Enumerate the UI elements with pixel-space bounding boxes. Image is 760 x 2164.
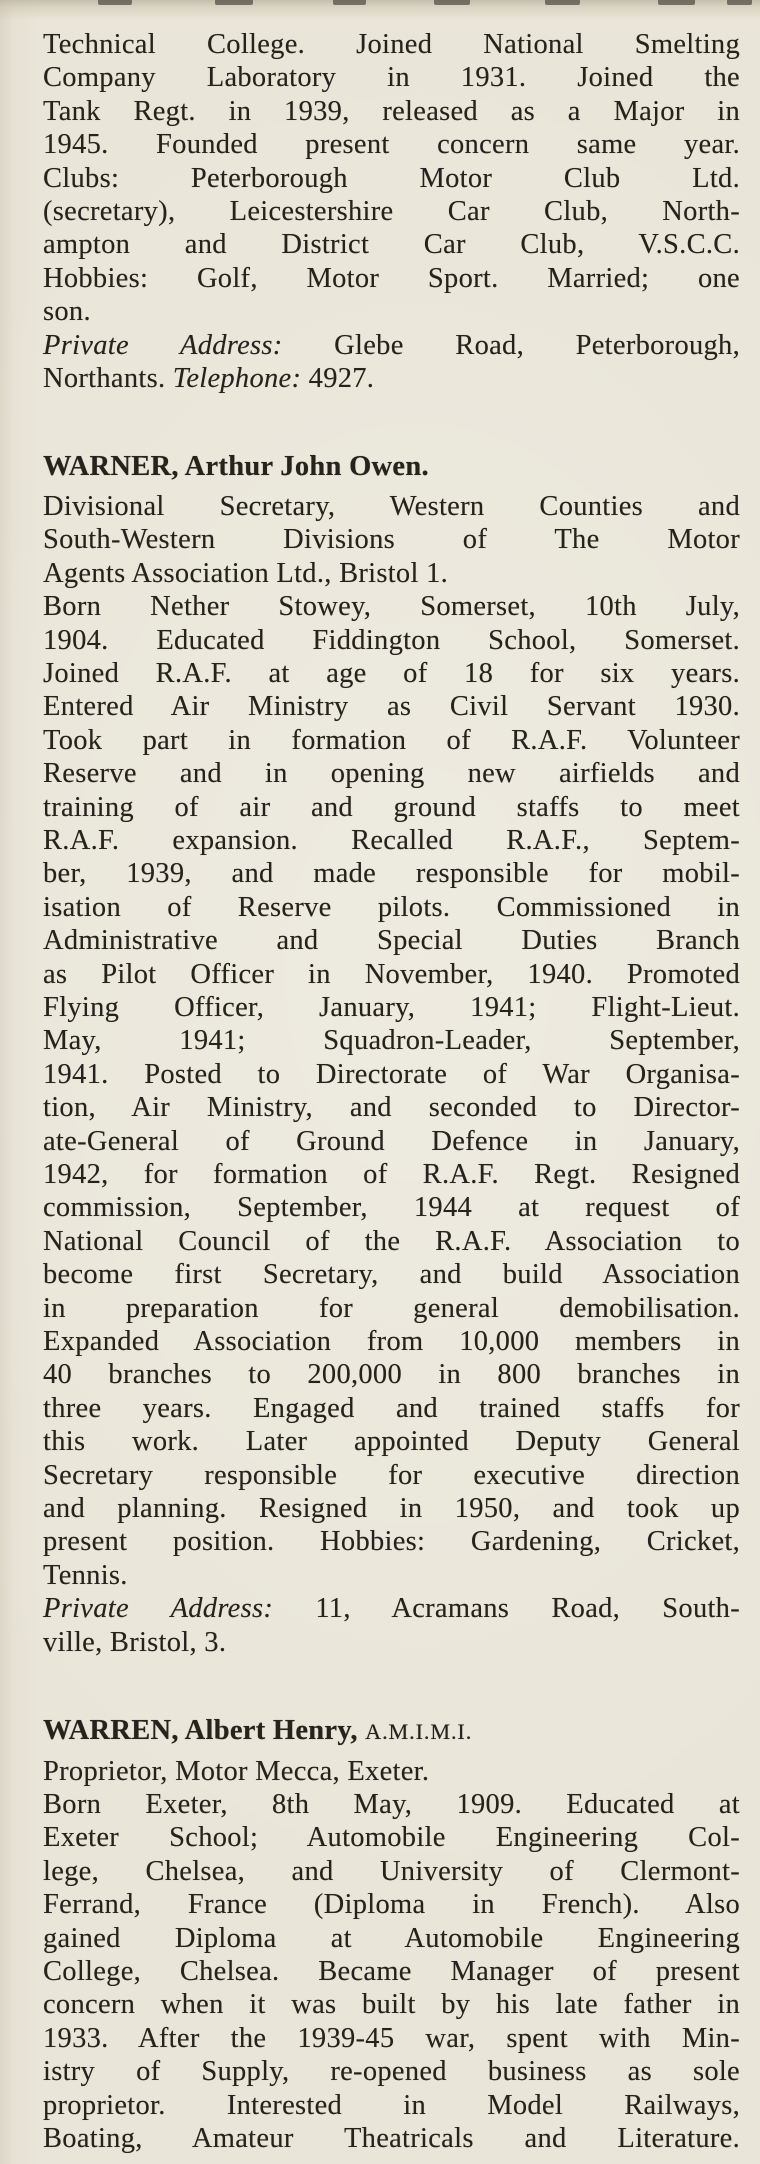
text-line [43, 95, 740, 128]
text-line [43, 1024, 740, 1057]
text-line [43, 958, 740, 991]
text-line [43, 824, 740, 857]
body-text: Entered Air Ministry as Civil Servant 1930. [43, 691, 740, 723]
text-line [43, 690, 740, 723]
body-text: ber, 1939, and made responsible for mobil- [43, 858, 740, 890]
text-line [43, 1091, 740, 1124]
text-line [43, 857, 740, 890]
body-text: Administrative and Special Duties Branch [43, 925, 740, 957]
text-line [43, 1714, 740, 1748]
body-text: 1941. Posted to Directorate of War Organisa- [43, 1058, 740, 1090]
body-text: Exeter School; Automobile Engineering Col- [43, 1822, 740, 1854]
body-text: 1945. Founded present concern same year. [43, 129, 740, 161]
body-text: National Council of the R.A.F. Association to [43, 1225, 740, 1257]
text-line [43, 891, 740, 924]
body-text: Agents Association Ltd., Bristol 1. [43, 557, 449, 589]
body-text: R.A.F. expansion. Recalled R.A.F., Septem- [43, 824, 740, 856]
text-line [43, 657, 740, 690]
body-text: commission, September, 1944 at request of [43, 1192, 740, 1224]
text-line [43, 924, 740, 957]
text-line [43, 1525, 740, 1558]
surname-bold-text: WARREN, Albert Henry, [43, 1715, 366, 1747]
body-text: ville, Bristol, 3. [43, 1626, 227, 1658]
body-text: tion, Air Ministry, and seconded to Director- [43, 1092, 740, 1124]
text-line [43, 991, 740, 1024]
text-line [43, 162, 740, 195]
text-line [43, 228, 740, 261]
text-line [43, 523, 740, 556]
body-text: Flying Officer, January, 1941; Flight-Lieut. [43, 991, 740, 1023]
body-text: ate-General of Ground Defence in January, [43, 1125, 740, 1157]
body-text: (secretary), Leicestershire Car Club, North- [43, 196, 740, 228]
entry-warner-position [43, 490, 740, 590]
body-text: 1933. After the 1939-45 war, spent with Min- [43, 2022, 740, 2054]
italic-label: Private Address: [43, 1593, 316, 1625]
body-text: this work. Later appointed Deputy General [43, 1426, 740, 1458]
body-text: Company Laboratory in 1931. Joined the [43, 62, 740, 94]
text-line [43, 329, 740, 362]
body-text: Joined R.A.F. at age of 18 for six years. [43, 657, 740, 689]
body-text: Took part in formation of R.A.F. Volunteer [43, 724, 740, 756]
body-text: Born Exeter, 8th May, 1909. Educated at [43, 1788, 740, 1820]
text-line [43, 1922, 740, 1955]
text-line [43, 1258, 740, 1291]
body-text: Proprietor, Motor Mecca, Exeter. [43, 1755, 430, 1787]
body-text: College, Chelsea. Became Manager of present [43, 1955, 740, 1987]
text-line [43, 1626, 740, 1659]
text-line [43, 362, 740, 395]
text-line [43, 1855, 740, 1888]
body-text: isation of Reserve pilots. Commissioned in [43, 891, 740, 923]
body-text: lege, Chelsea, and University of Clermont- [43, 1855, 740, 1887]
text-line [43, 2055, 740, 2088]
body-text: istry of Supply, re-opened business as sole [43, 2056, 740, 2088]
body-text: Born Nether Stowey, Somerset, 10th July, [43, 591, 740, 623]
text-line [43, 1592, 740, 1625]
body-text: Tank Regt. in 1939, released as a Major in [43, 95, 740, 127]
text-line [43, 2089, 740, 2122]
body-text: 1904. Educated Fiddington School, Somerset. [43, 624, 740, 656]
italic-label: Private Address: [43, 329, 335, 361]
text-line [43, 791, 740, 824]
body-text: and planning. Resigned in 1950, and took up [43, 1493, 740, 1525]
text-line [43, 28, 740, 61]
body-text: training of air and ground staffs to meet [43, 791, 740, 823]
text-line [43, 624, 740, 657]
body-text: concern when it was built by his late father in [43, 1989, 740, 2021]
entry-warren-position [43, 1755, 740, 1788]
text-line [43, 1325, 740, 1358]
body-text: 11, Acramans Road, South- [315, 1593, 740, 1625]
body-text: ampton and District Car Club, V.S.C.C. [43, 229, 740, 261]
text-line [43, 1425, 740, 1458]
text-line [43, 128, 740, 161]
body-text: Secretary responsible for executive direction [43, 1459, 740, 1491]
body-text: proprietor. Interested in Model Railways, [43, 2089, 740, 2121]
text-line [43, 490, 740, 523]
text-line [43, 262, 740, 295]
text-line [43, 295, 740, 328]
body-text: Hobbies: Golf, Motor Sport. Married; one [43, 262, 740, 294]
entry-warner-biography [43, 590, 740, 1592]
text-line [43, 1988, 740, 2021]
text-line [43, 1292, 740, 1325]
text-line [43, 1955, 740, 1988]
text-line [43, 757, 740, 790]
text-line [43, 1459, 740, 1492]
text-line [43, 1158, 740, 1191]
surname-bold-text: WARNER, Arthur John Owen. [43, 451, 429, 483]
text-line [43, 1125, 740, 1158]
text-line [43, 1755, 740, 1788]
text-line [43, 2122, 740, 2155]
text-line [43, 1058, 740, 1091]
text-line [43, 1788, 740, 1821]
body-text: Divisional Secretary, Western Counties and [43, 490, 740, 522]
text-line [43, 724, 740, 757]
text-line [43, 1191, 740, 1224]
entry-continuation-private-address [43, 329, 740, 396]
entry-warren-biography [43, 1788, 740, 2155]
body-text: 1942, for formation of R.A.F. Regt. Resigned [43, 1159, 740, 1190]
text-line [43, 590, 740, 623]
body-text: May, 1941; Squadron-Leader, September, [43, 1025, 740, 1057]
body-text: 4927. [308, 363, 375, 395]
body-text: three years. Engaged and trained staffs for [43, 1392, 740, 1424]
body-text: Northants. [43, 363, 173, 395]
body-text: Clubs: Peterborough Motor Club Ltd. [43, 162, 740, 194]
body-text: Expanded Association from 10,000 members in [43, 1326, 740, 1358]
text-line [43, 61, 740, 94]
body-text: Reserve and in opening new airfields and [43, 758, 740, 790]
body-text: present position. Hobbies: Gardening, Cricket, [43, 1526, 740, 1558]
qualification-smallcaps-text: A.M.I.M.I. [365, 1719, 473, 1745]
entry-warner-heading [43, 450, 740, 483]
body-text: become first Secretary, and build Association [43, 1259, 740, 1291]
text-line [43, 2022, 740, 2055]
body-text: Tennis. [43, 1559, 128, 1591]
entry-continuation-body [43, 28, 740, 329]
body-text: 40 branches to 200,000 in 800 branches in [43, 1359, 740, 1391]
entry-warner-private-address [43, 1592, 740, 1659]
body-text: in preparation for general demobilisation. [43, 1292, 740, 1324]
text-line [43, 1559, 740, 1592]
text-line [43, 195, 740, 228]
body-text: son. [43, 296, 91, 328]
body-text: gained Diploma at Automobile Engineering [43, 1922, 740, 1954]
italic-label: Telephone: [172, 363, 309, 395]
body-text: Boating, Amateur Theatricals and Literature. [43, 2122, 740, 2154]
text-line [43, 1821, 740, 1854]
text-line [43, 1225, 740, 1258]
body-text: Technical College. Joined National Smelting [43, 29, 740, 60]
body-text: as Pilot Officer in November, 1940. Promoted [43, 958, 740, 990]
text-line [43, 450, 740, 483]
text-line [43, 1492, 740, 1525]
text-line [43, 1392, 740, 1425]
body-text: Glebe Road, Peterborough, [334, 329, 740, 361]
text-line [43, 1358, 740, 1391]
text-line [43, 557, 740, 590]
body-text: Ferrand, France (Diploma in French). Also [43, 1889, 740, 1921]
body-text: South-Western Divisions of The Motor [43, 524, 740, 556]
text-line [43, 1888, 740, 1921]
entry-warren-heading [43, 1714, 740, 1748]
